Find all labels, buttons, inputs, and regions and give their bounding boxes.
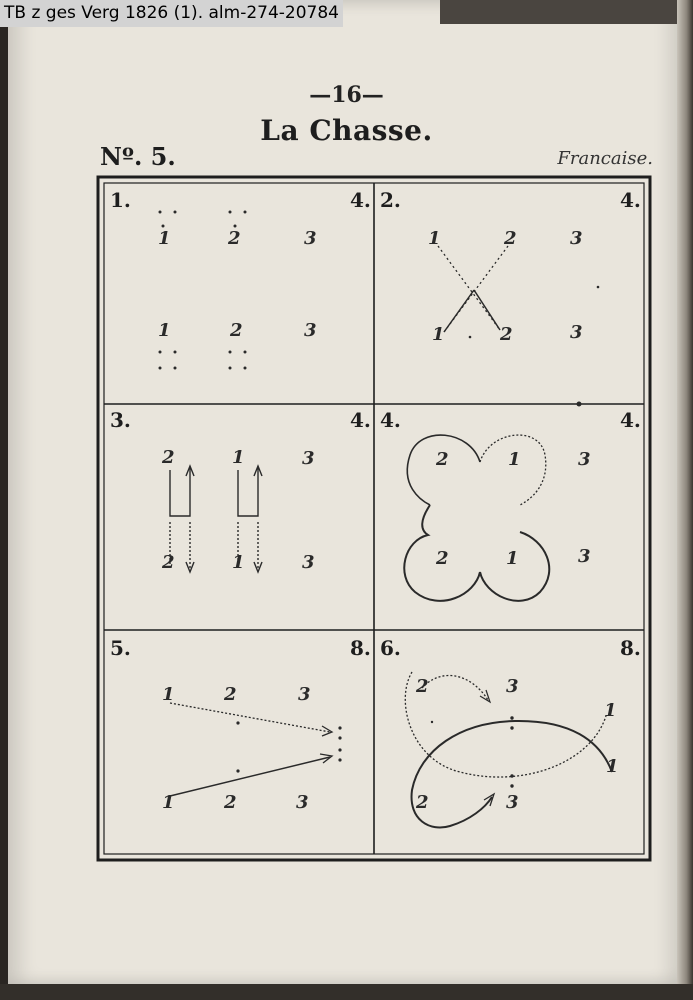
figure-3-position: 3 (302, 448, 315, 469)
figure-1-position: 2 (230, 320, 243, 341)
figure-3-paths (170, 466, 262, 572)
figure-5-position: 1 (162, 792, 175, 813)
figure-6-position: 2 (416, 792, 429, 813)
figure-5-position: 2 (224, 684, 237, 705)
figure-2-count: 4. (620, 188, 641, 212)
figure-2-position: 3 (570, 228, 583, 249)
figure-2-position: 2 (500, 324, 513, 345)
figure-6-position: 1 (606, 756, 619, 777)
figure-1-count: 4. (350, 188, 371, 212)
figure-2-label: 2. (380, 188, 401, 212)
figure-3-position: 2 (162, 552, 175, 573)
figure-3-position: 3 (302, 552, 315, 573)
figure-4-count: 4. (620, 408, 641, 432)
figure-4-position: 2 (436, 449, 449, 470)
figure-1-position: 1 (158, 228, 171, 249)
figure-4-label: 4. (380, 408, 401, 432)
figure-3-label: 3. (110, 408, 131, 432)
figure-6-position: 1 (604, 700, 617, 721)
image-caption: TB z ges Verg 1826 (1). alm-274-20784 (0, 0, 343, 27)
figure-6-position: 3 (506, 676, 519, 697)
page-title: La Chasse. (260, 114, 433, 147)
figure-1-position: 2 (228, 228, 241, 249)
figure-1-label: 1. (110, 188, 131, 212)
figure-4-paths (404, 402, 581, 601)
figure-6-count: 8. (620, 636, 641, 660)
figure-4-position: 1 (508, 449, 521, 470)
figure-1-position: 1 (158, 320, 171, 341)
figure-3-position: 1 (232, 447, 245, 468)
figure-4-position: 3 (578, 449, 591, 470)
figure-5-count: 8. (350, 636, 371, 660)
figure-3-position: 1 (232, 552, 245, 573)
figure-5-label: 5. (110, 636, 131, 660)
figure-2-position: 1 (428, 228, 441, 249)
figure-1-position: 3 (304, 320, 317, 341)
figure-4-position: 2 (436, 548, 449, 569)
figure-6-position: 3 (506, 792, 519, 813)
figure-4-position: 3 (578, 546, 591, 567)
figure-1-position: 3 (304, 228, 317, 249)
figure-5-position: 2 (224, 792, 237, 813)
figure-5-position: 3 (298, 684, 311, 705)
figure-2-position: 1 (432, 324, 445, 345)
figure-4-position: 1 (506, 548, 519, 569)
figure-5-position: 1 (162, 684, 175, 705)
figure-5-paths (170, 703, 342, 796)
figure-3-position: 2 (162, 447, 175, 468)
figure-2-position: 3 (570, 322, 583, 343)
dance-subtitle: Francaise. (557, 148, 653, 169)
set-number: Nº. 5. (100, 142, 176, 171)
figure-3-count: 4. (350, 408, 371, 432)
figure-6-label: 6. (380, 636, 401, 660)
page-number: —16— (309, 82, 384, 108)
figure-6-position: 2 (416, 676, 429, 697)
figure-5-position: 3 (296, 792, 309, 813)
figure-2-position: 2 (504, 228, 517, 249)
